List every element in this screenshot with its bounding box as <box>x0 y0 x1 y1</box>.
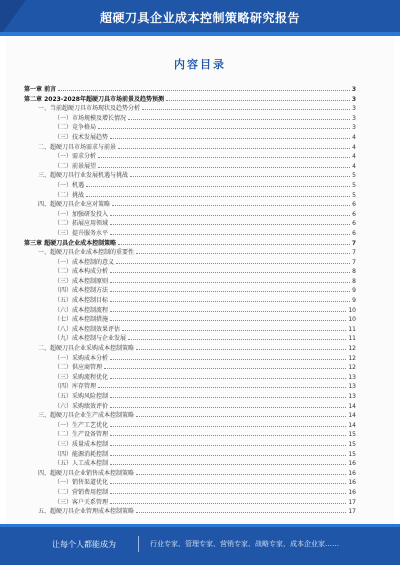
toc-entry-text: （三）采购流程优化 <box>54 373 109 381</box>
toc-page-number: 9 <box>352 297 356 305</box>
toc-entry-text: 五、超硬刀具企业管理成本控制策略 <box>38 508 135 516</box>
toc-page-number: 17 <box>348 508 356 516</box>
toc-entry-text: （三）质量成本控制 <box>54 440 109 448</box>
toc-entry[interactable] <box>24 411 356 421</box>
toc-entry[interactable] <box>24 478 356 488</box>
toc-entry-text: （一）需求分析 <box>54 153 97 161</box>
toc-leader-dots <box>110 478 346 484</box>
toc-entry-text: 第一章 前言 <box>24 86 57 93</box>
toc-entry-text: （一）采购成本分析 <box>54 354 109 362</box>
toc-page-number: 13 <box>348 393 356 400</box>
toc-entry[interactable] <box>24 95 356 105</box>
toc-leader-dots <box>110 229 350 235</box>
toc-entry[interactable] <box>24 373 356 383</box>
toc-leader-dots <box>110 450 346 456</box>
toc-leader-dots <box>118 239 350 245</box>
toc-leader-dots <box>166 95 350 101</box>
toc-entry[interactable] <box>24 239 356 249</box>
toc-page-number: 16 <box>348 479 356 487</box>
toc-entry[interactable] <box>24 200 356 210</box>
toc-leader-dots <box>98 162 350 168</box>
toc-page-number: 12 <box>348 354 356 362</box>
toc-entry[interactable] <box>24 181 356 191</box>
toc-entry[interactable] <box>24 354 356 364</box>
toc-entry-text: 二、超硬刀具企业采购成本控制策略 <box>38 345 135 353</box>
toc-entry-text: （二）拓展应用领域 <box>54 220 109 228</box>
toc-page-number: 7 <box>352 249 356 257</box>
toc-entry-text: （二）成本构成分析 <box>54 268 109 276</box>
toc-entry[interactable] <box>24 143 356 153</box>
toc-entry-text: （六）采购绩效评价 <box>54 402 109 410</box>
toc-leader-dots <box>110 296 350 302</box>
toc-page-number: 15 <box>348 431 356 439</box>
footer-tagline: 行业专家、管理专家、营销专家、战略专家、成本企业家…… <box>150 540 339 548</box>
toc-entry-text: （四）成本控制方法 <box>54 287 109 295</box>
footer-separator <box>138 536 139 552</box>
toc-entry-text: （八）成本控制效果评估 <box>54 325 121 333</box>
toc-leader-dots <box>110 277 350 283</box>
toc-leader-dots <box>136 344 346 350</box>
toc-entry-text: （四）库存管理 <box>54 383 97 391</box>
toc-leader-dots <box>136 411 346 417</box>
toc-leader-dots <box>110 286 350 292</box>
toc-leader-dots <box>110 392 346 398</box>
toc-entry-text: 三、超硬刀具企业生产成本控制策略 <box>38 412 135 420</box>
toc-page-number: 14 <box>348 412 356 420</box>
toc-page-number: 10 <box>348 306 356 314</box>
toc-page-number: 8 <box>352 268 356 276</box>
toc-entry-text: （二）挑战 <box>54 191 85 199</box>
toc-entry-text: 第二章 2023-2028年超硬刀具市场前景及趋势预测 <box>24 95 164 103</box>
toc-entry[interactable] <box>24 267 356 277</box>
toc-entry-text: 三、超硬刀具行业发展机遇与挑战 <box>38 172 129 180</box>
toc-page-number: 13 <box>348 383 356 391</box>
toc-page-number: 6 <box>352 229 356 237</box>
document-page <box>6 36 394 524</box>
toc-entry[interactable] <box>24 85 356 95</box>
toc-leader-dots <box>122 325 346 331</box>
toc-leader-dots <box>110 354 346 360</box>
toc-page-number: 4 <box>352 143 356 151</box>
toc-page-number: 11 <box>348 325 356 333</box>
toc-leader-dots <box>110 306 346 312</box>
toc-entry-text: （三）技术发展趋势 <box>54 133 109 141</box>
toc-entry[interactable] <box>24 344 356 354</box>
toc-entry[interactable] <box>24 392 356 402</box>
toc-leader-dots <box>110 498 346 504</box>
toc-leader-dots <box>110 267 350 273</box>
header-bar <box>0 0 400 36</box>
toc-leader-dots <box>98 382 346 388</box>
footer-slogan: 让每个人都能成为 <box>52 540 116 549</box>
report-title: 超硬刀具企业成本控制策略研究报告 <box>99 11 300 25</box>
toc-heading: 内容目录 <box>174 58 226 71</box>
toc-entry[interactable] <box>24 152 356 162</box>
toc-entry-text: （九）成本控制与企业发展 <box>54 335 127 343</box>
toc-page-number: 6 <box>352 210 356 218</box>
toc-entry[interactable] <box>24 114 356 124</box>
toc-entry-text: （四）能源消耗控制 <box>54 450 109 458</box>
toc-entry-text: 四、超硬刀具企业应对策略 <box>38 201 111 209</box>
toc-page-number: 7 <box>352 258 356 266</box>
footer-accent <box>0 524 400 527</box>
toc-entry[interactable] <box>24 258 356 268</box>
toc-entry[interactable] <box>24 306 356 316</box>
toc-page-number: 15 <box>348 440 356 448</box>
toc-entry[interactable] <box>24 334 356 344</box>
toc-entry[interactable] <box>24 469 356 479</box>
toc-entry[interactable] <box>24 459 356 469</box>
toc-page-number: 5 <box>352 191 356 199</box>
toc-page-number: 6 <box>352 201 356 209</box>
toc-entry-text: 一、当前超硬刀具市场现状及趋势分析 <box>38 105 141 113</box>
toc-leader-dots <box>110 210 350 216</box>
toc-page-number: 4 <box>352 133 356 141</box>
toc-leader-dots <box>110 133 350 139</box>
toc-entry[interactable] <box>24 296 356 306</box>
toc-page-number: 12 <box>348 345 356 353</box>
toc-page-number: 16 <box>348 460 356 468</box>
toc-leader-dots <box>136 507 346 513</box>
toc-leader-dots <box>136 469 346 475</box>
footer-bar <box>0 524 400 565</box>
toc-entry[interactable] <box>24 450 356 460</box>
toc-entry[interactable] <box>24 430 356 440</box>
toc-entry[interactable] <box>24 104 356 114</box>
toc-leader-dots <box>110 219 350 225</box>
toc-leader-dots <box>104 363 346 369</box>
toc-entry-text: 二、超硬刀具市场需求与前景 <box>38 143 117 151</box>
toc-entry-text: （二）营销费用控制 <box>54 488 109 496</box>
toc-page-number: 8 <box>352 277 356 285</box>
toc-entry-text: （三）提升服务水平 <box>54 229 109 237</box>
toc-leader-dots <box>110 315 346 321</box>
toc-leader-dots <box>110 421 346 427</box>
toc-leader-dots <box>98 123 350 129</box>
toc-entry[interactable] <box>24 277 356 287</box>
toc-entry-text: 一、超硬刀具企业成本控制的重要性 <box>38 249 135 257</box>
toc-page-number: 10 <box>348 316 356 324</box>
toc-entry-text: （三）成本控制原则 <box>54 277 109 285</box>
toc-entry-text: （二）供应商管理 <box>54 364 103 372</box>
toc-leader-dots <box>118 143 350 149</box>
toc-entry-text: （六）成本控制流程 <box>54 306 109 314</box>
toc-entry[interactable] <box>24 498 356 508</box>
toc-entry-text: （五）采购风险控制 <box>54 393 109 400</box>
toc-entry-text: （一）成本控制的意义 <box>54 258 115 266</box>
toc-leader-dots <box>110 373 346 379</box>
toc-leader-dots <box>86 181 350 187</box>
toc-entry-text: （一）机遇 <box>54 181 85 189</box>
toc-entry-text: （一）加强研发投入 <box>54 210 109 218</box>
toc-page-number: 11 <box>348 335 356 343</box>
toc-page-number: 3 <box>351 95 356 103</box>
toc-page-number: 9 <box>352 287 356 295</box>
toc-page-number: 3 <box>352 114 356 122</box>
toc-entry-text: （一）市场规模及增长情况 <box>54 114 127 122</box>
toc-page-number: 3 <box>352 105 356 113</box>
toc-page-number: 3 <box>352 124 356 132</box>
toc-leader-dots <box>110 459 346 465</box>
toc-entry-text: （二）前景展望 <box>54 162 97 170</box>
toc-leader-dots <box>110 430 346 436</box>
toc-entry-text: （三）客户关系管理 <box>54 498 109 506</box>
toc-page-number: 7 <box>351 239 356 247</box>
toc-page-number: 13 <box>348 373 356 381</box>
toc-leader-dots <box>128 334 346 340</box>
toc-page-number: 3 <box>351 86 356 93</box>
toc-entry[interactable] <box>24 325 356 335</box>
toc-leader-dots <box>98 152 350 158</box>
toc-leader-dots <box>130 171 350 177</box>
toc-leader-dots <box>128 114 350 120</box>
toc-entry-text: （五）成本控制目标 <box>54 297 109 305</box>
toc-page-number: 17 <box>348 498 356 506</box>
toc-page-number: 14 <box>348 421 356 429</box>
toc-entry[interactable] <box>24 440 356 450</box>
toc-leader-dots <box>142 104 350 110</box>
toc-page-number: 16 <box>348 469 356 477</box>
toc-leader-dots <box>110 402 346 408</box>
toc-entry-text: （七）成本控制措施 <box>54 316 109 324</box>
toc-entry[interactable] <box>24 219 356 229</box>
toc-entry-text: （一）生产工艺优化 <box>54 421 109 429</box>
toc-page-number: 5 <box>352 172 356 180</box>
toc-leader-dots <box>136 248 350 254</box>
toc-entry[interactable] <box>24 382 356 392</box>
toc-entry-text: （二）生产设备管理 <box>54 431 109 439</box>
toc-leader-dots <box>58 85 350 91</box>
toc-page-number: 4 <box>352 153 356 161</box>
toc-page-number: 16 <box>348 488 356 496</box>
toc-entry[interactable] <box>24 123 356 133</box>
table-of-contents <box>24 85 356 517</box>
toc-page-number: 5 <box>352 181 356 189</box>
toc-entry-text: 第三章 超硬刀具企业成本控制策略 <box>24 239 117 247</box>
toc-entry[interactable] <box>24 210 356 220</box>
toc-entry[interactable] <box>24 229 356 239</box>
toc-entry[interactable] <box>24 162 356 172</box>
toc-page-number: 4 <box>352 162 356 170</box>
toc-page-number: 15 <box>348 450 356 458</box>
toc-page-number: 6 <box>352 220 356 228</box>
toc-entry-text: （一）销售渠道优化 <box>54 479 109 487</box>
toc-entry[interactable] <box>24 488 356 498</box>
toc-entry-text: （二）竞争格局 <box>54 124 97 132</box>
toc-entry[interactable] <box>24 402 356 412</box>
toc-leader-dots <box>116 258 350 264</box>
toc-entry[interactable] <box>24 363 356 373</box>
toc-entry[interactable] <box>24 507 356 517</box>
toc-entry[interactable] <box>24 191 356 201</box>
toc-entry-text: （五）人工成本控制 <box>54 460 109 468</box>
toc-entry[interactable] <box>24 248 356 258</box>
toc-leader-dots <box>110 440 346 446</box>
toc-entry[interactable] <box>24 421 356 431</box>
toc-leader-dots <box>110 488 346 494</box>
toc-page-number: 12 <box>348 364 356 372</box>
toc-entry[interactable] <box>24 286 356 296</box>
toc-leader-dots <box>86 191 350 197</box>
toc-entry[interactable] <box>24 171 356 181</box>
toc-entry[interactable] <box>24 133 356 143</box>
toc-entry[interactable] <box>24 315 356 325</box>
toc-leader-dots <box>112 200 350 206</box>
toc-page-number: 14 <box>348 402 356 410</box>
toc-entry-text: 四、超硬刀具企业销售成本控制策略 <box>38 469 135 477</box>
